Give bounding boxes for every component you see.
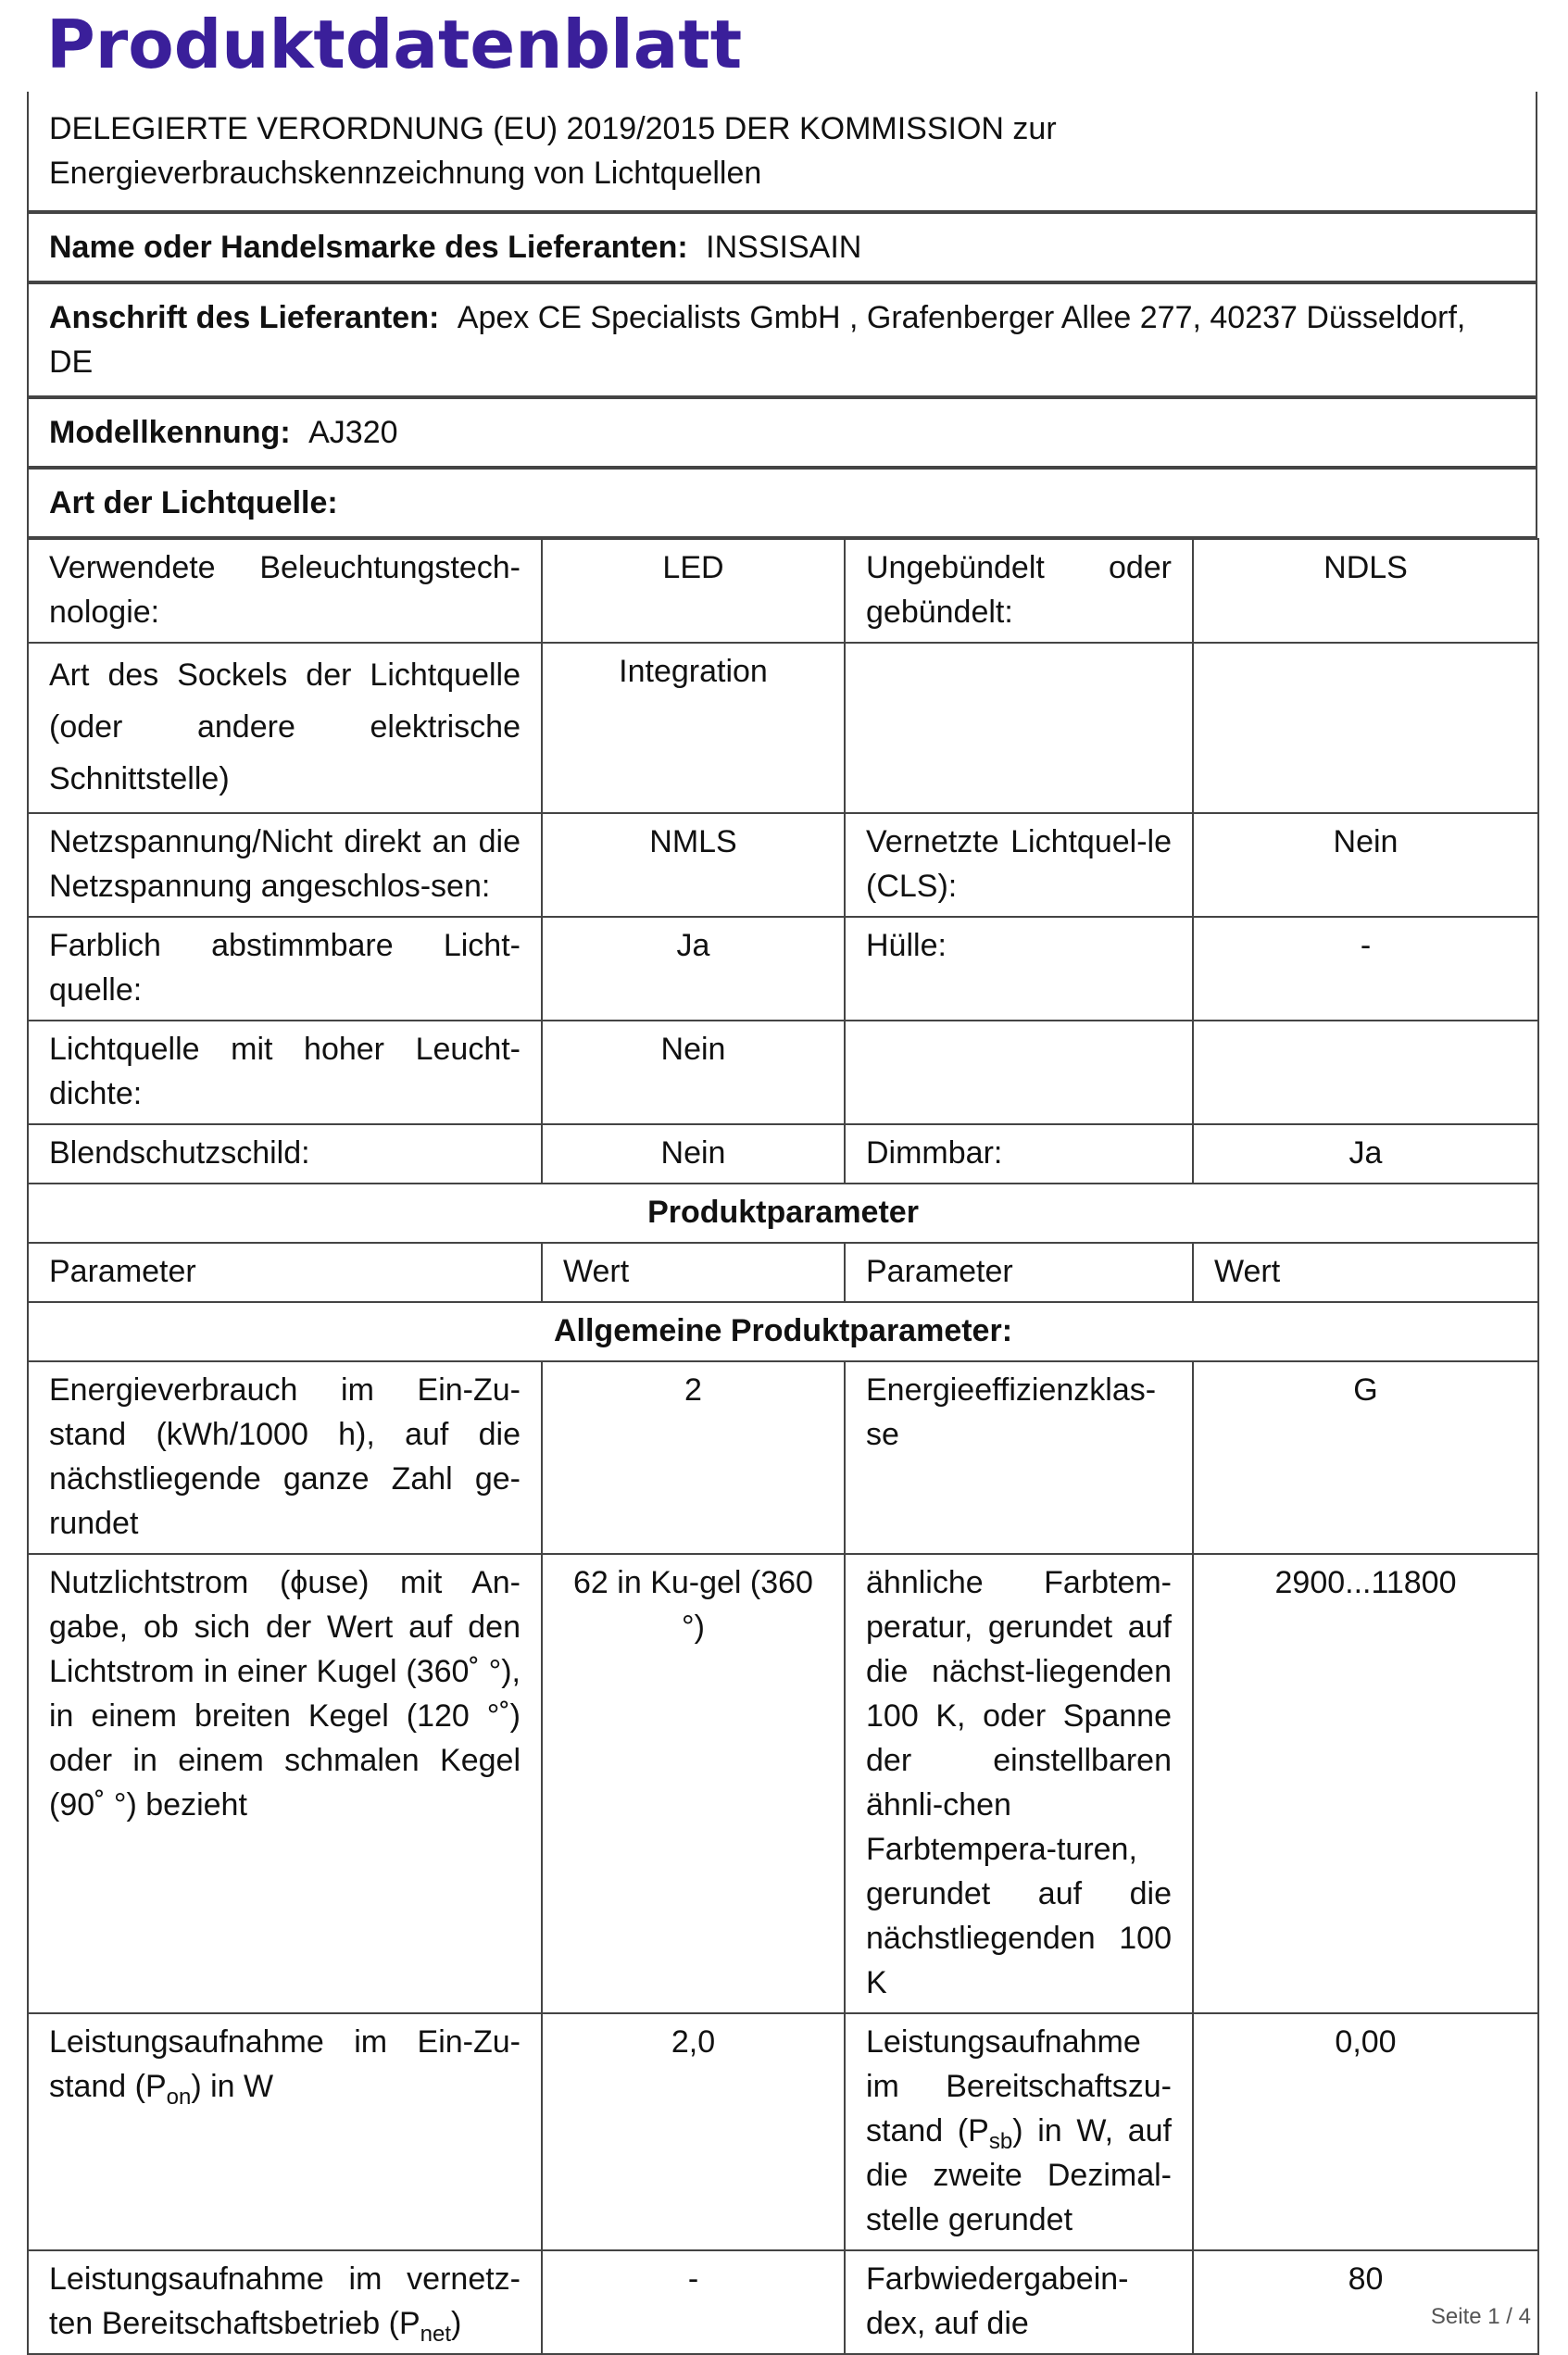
param-cell: Netzspannung/Nicht direkt an die Netzspannung angeschlos-sen: [28, 813, 542, 917]
param-cell: Hülle: [845, 917, 1193, 1021]
value-cell: NMLS [542, 813, 845, 917]
supplier-name-value: INSSISAIN [706, 230, 862, 265]
general-params-heading: Allgemeine Produktparameter: [28, 1302, 1538, 1361]
table-row [28, 539, 1538, 643]
column-header-value: Wert [542, 1243, 845, 1302]
param-cell: Blendschutzschild: [28, 1124, 542, 1184]
param-subscript: on [166, 2084, 192, 2110]
table-row [28, 1021, 1538, 1124]
param-subscript: sb [988, 2128, 1013, 2154]
table-row [28, 643, 1538, 813]
table-row [28, 813, 1538, 917]
param-cell [28, 2013, 542, 2250]
table-row [28, 2250, 1538, 2354]
param-text: ) in W [191, 2069, 274, 2104]
light-type-label: Art der Lichtquelle: [49, 485, 338, 520]
param-text: Leistungsaufnahme im Ein-Zu-stand (P [49, 2024, 521, 2104]
param-text: Leistungsaufnahme im Bereitschaftszu-stand (P [866, 2024, 1172, 2148]
section-heading-row [28, 1184, 1538, 1243]
value-cell: Nein [1193, 813, 1538, 917]
param-cell: Vernetzte Lichtquel-le (CLS): [845, 813, 1193, 917]
param-cell: Energieeffizienzklas-se [845, 1361, 1193, 1554]
page-title: Produktdatenblatt [46, 6, 743, 83]
value-cell: Ja [1193, 1124, 1538, 1184]
param-cell: Farblich abstimmbare Licht-quelle: [28, 917, 542, 1021]
supplier-name-row [27, 212, 1537, 282]
supplier-address-label: Anschrift des Lieferanten: [49, 300, 440, 335]
table-row [28, 1124, 1538, 1184]
param-cell [28, 2250, 542, 2354]
param-cell: ähnliche Farbtem-peratur, gerundet auf die nächst-liegenden 100 K, oder Spanne der einstellbaren ähnli-chen Farbtempera-turen, gerundet auf die nächstliegenden 100 K [845, 1554, 1193, 2013]
value-cell: Nein [542, 1124, 845, 1184]
param-cell [845, 1021, 1193, 1124]
value-cell: Integration [542, 643, 845, 813]
param-subscript: net [420, 2321, 452, 2347]
value-cell: NDLS [1193, 539, 1538, 643]
param-cell: Dimmbar: [845, 1124, 1193, 1184]
table-row [28, 1554, 1538, 2013]
column-header-row [28, 1243, 1538, 1302]
parameters-table [27, 538, 1539, 2355]
column-header-parameter: Parameter [28, 1243, 542, 1302]
column-header-value-2: Wert [1193, 1243, 1538, 1302]
model-value: AJ320 [308, 415, 398, 450]
column-header-parameter-2: Parameter [845, 1243, 1193, 1302]
value-cell: 80 [1193, 2250, 1538, 2354]
value-cell: 2900...11800 [1193, 1554, 1538, 2013]
value-cell: 62 in Ku-gel (360 °) [542, 1554, 845, 2013]
param-text: ) in W, auf die zweite Dezimal-stelle gerundet [866, 2113, 1172, 2237]
value-cell: LED [542, 539, 845, 643]
param-cell [845, 643, 1193, 813]
param-cell: Lichtquelle mit hoher Leucht-dichte: [28, 1021, 542, 1124]
table-row [28, 1361, 1538, 1554]
param-cell: Energieverbrauch im Ein-Zu-stand (kWh/1000 h), auf die nächstliegende ganze Zahl ge-rundet [28, 1361, 542, 1554]
supplier-address-country: DE [49, 344, 94, 380]
param-text: Leistungsaufnahme im vernetz-ten Bereitschaftsbetrieb (P [49, 2261, 521, 2341]
value-cell: - [542, 2250, 845, 2354]
param-cell: Verwendete Beleuchtungstech-nologie: [28, 539, 542, 643]
value-cell [1193, 643, 1538, 813]
param-cell: Art des Sockels der Lichtquelle (oder andere elektrische Schnittstelle) [28, 643, 542, 813]
param-cell: Ungebündelt oder gebündelt: [845, 539, 1193, 643]
supplier-name-label: Name oder Handelsmarke des Lieferanten: [49, 230, 688, 265]
param-cell [845, 2013, 1193, 2250]
light-type-heading-row [27, 468, 1537, 538]
regulation-row [27, 92, 1537, 212]
value-cell: 2 [542, 1361, 845, 1554]
model-label: Modellkennung: [49, 415, 291, 450]
param-cell: Farbwiedergabein-dex, auf die [845, 2250, 1193, 2354]
regulation-line-1: DELEGIERTE VERORDNUNG (EU) 2019/2015 DER KOMMISSION zur [49, 111, 1057, 146]
value-cell: 2,0 [542, 2013, 845, 2250]
param-cell: Nutzlichtstrom (ϕuse) mit An-gabe, ob sich der Wert auf den Lichtstrom in einer Kugel (360˚ °), in einem breiten Kegel (120 °˚) oder in einem schmalen Kegel (90˚ °) bezieht [28, 1554, 542, 2013]
table-row [28, 917, 1538, 1021]
supplier-address-value: Apex CE Specialists GmbH , Grafenberger Allee 277, 40237 Düsseldorf, [457, 300, 1466, 335]
value-cell: 0,00 [1193, 2013, 1538, 2250]
value-cell [1193, 1021, 1538, 1124]
value-cell: - [1193, 917, 1538, 1021]
table-row [28, 2013, 1538, 2250]
product-params-heading: Produktparameter [28, 1184, 1538, 1243]
supplier-address-row [27, 282, 1537, 397]
section-heading-row [28, 1302, 1538, 1361]
param-text: ) [451, 2306, 462, 2341]
model-row [27, 397, 1537, 468]
value-cell: Ja [542, 917, 845, 1021]
regulation-line-2: Energieverbrauchskennzeichnung von Lichtquellen [49, 156, 762, 191]
value-cell: G [1193, 1361, 1538, 1554]
page-number: Seite 1 / 4 [1430, 2304, 1531, 2329]
value-cell: Nein [542, 1021, 845, 1124]
product-datasheet [27, 92, 1537, 2355]
